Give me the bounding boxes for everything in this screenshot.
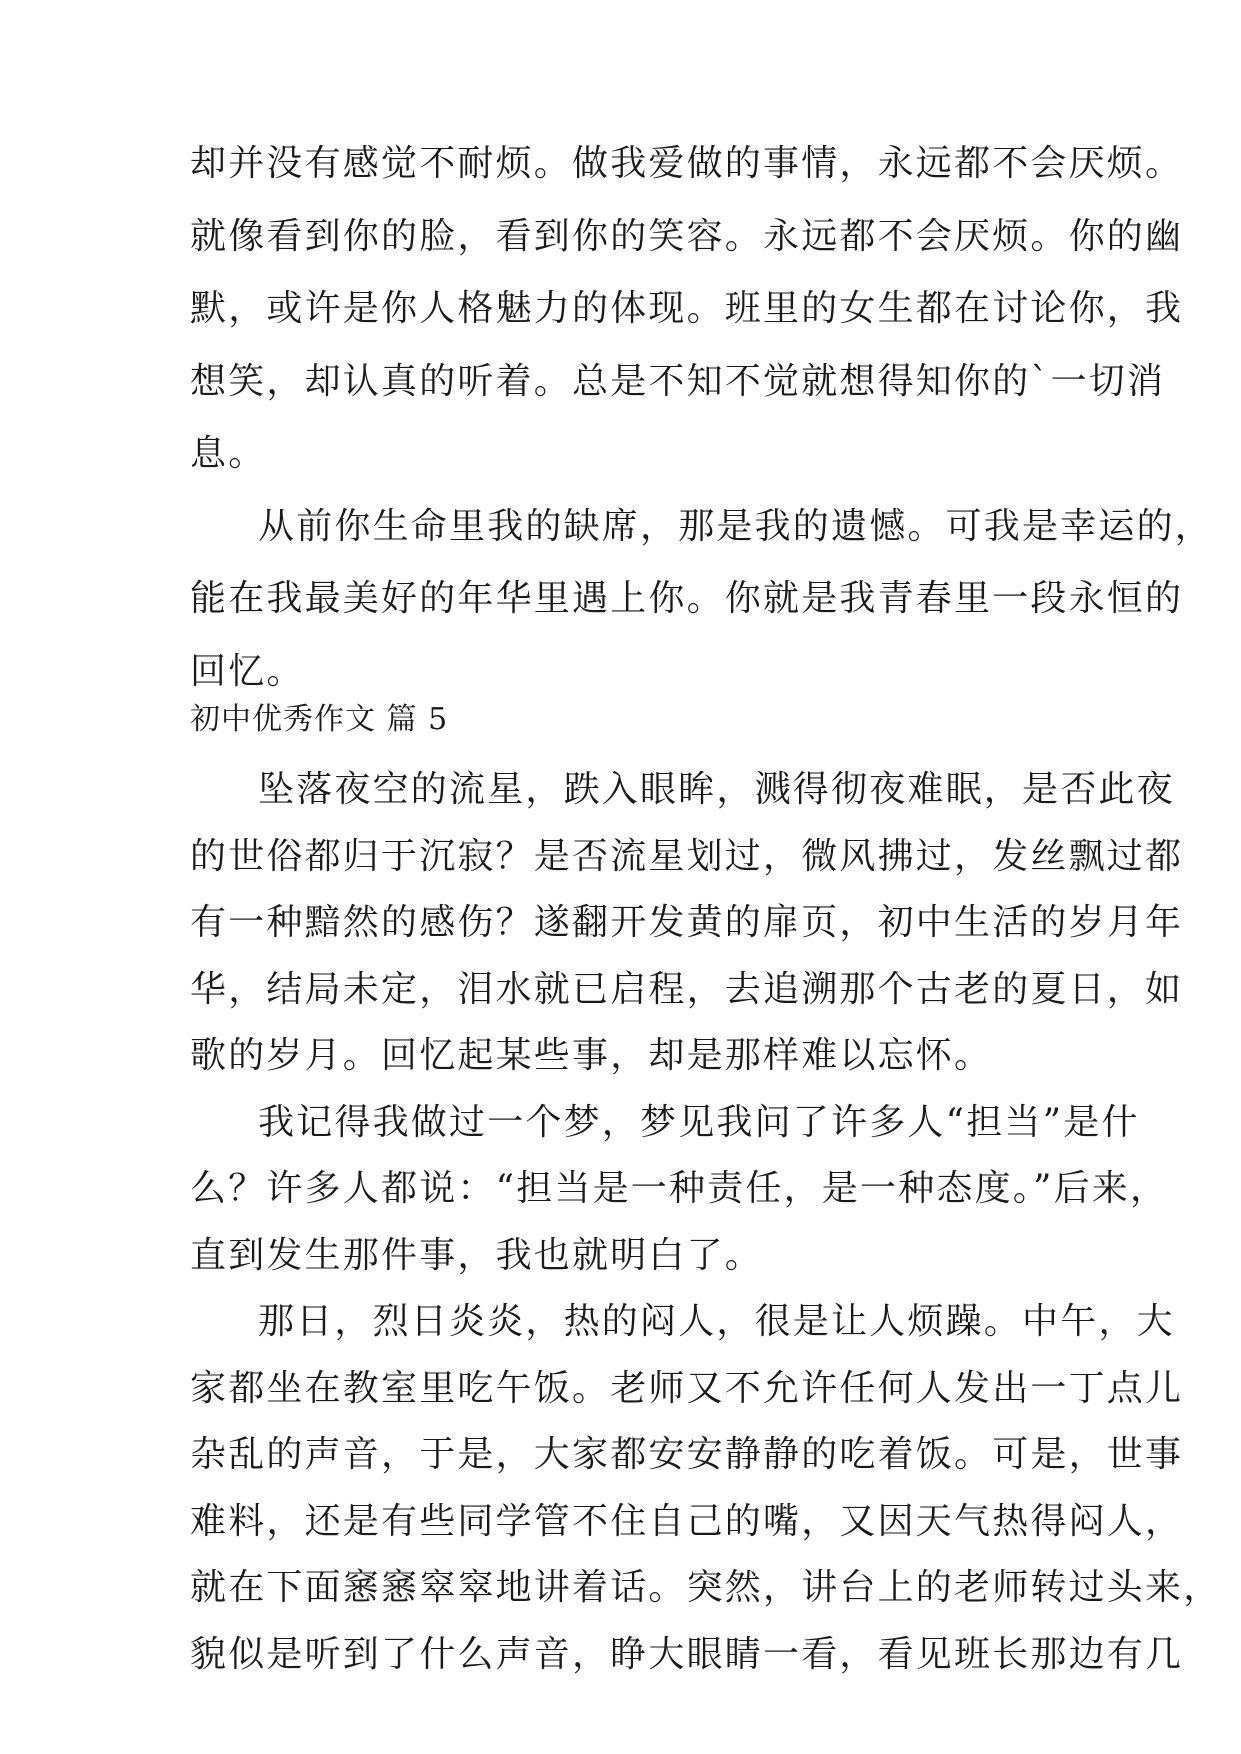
text-line: 歌的岁月。回忆起某些事，却是那样难以忘怀。 xyxy=(190,1035,993,1076)
text-line: 华，结局未定，泪水就已启程，去追溯那个古老的夏日，如 xyxy=(190,969,1184,1010)
text-line: 直到发生那件事，我也就明白了。 xyxy=(190,1235,764,1276)
text-line: 默，或许是你人格魅力的体现。班里的女生都在讨论你，我 xyxy=(190,288,1184,329)
text-line: 有一种黯然的感伤？遂翻开发黄的扉页，初中生活的岁月年 xyxy=(190,902,1184,943)
section-heading: 初中优秀作文 篇 5 xyxy=(190,702,449,737)
text-line: 么？许多人都说：“担当是一种责任，是一种态度。”后来， xyxy=(190,1168,1169,1209)
text-line: 难料，还是有些同学管不住自己的嘴，又因天气热得闷人， xyxy=(190,1501,1184,1542)
text-line: 杂乱的声音，于是，大家都安安静静的吃着饭。可是，世事 xyxy=(190,1434,1184,1475)
text-line: 就在下面窸窸窣窣地讲着话。突然，讲台上的老师转过头来， xyxy=(190,1567,1222,1608)
text-line: 的世俗都归于沉寂？是否流星划过，微风拂过，发丝飘过都 xyxy=(190,836,1184,877)
text-line: 就像看到你的脸，看到你的笑容。永远都不会厌烦。你的幽 xyxy=(190,216,1184,257)
text-line: 回忆。 xyxy=(190,651,305,692)
text-line: 从前你生命里我的缺席，那是我的遗憾。可我是幸运的， xyxy=(258,506,1214,547)
text-line: 却并没有感觉不耐烦。做我爱做的事情，永远都不会厌烦。 xyxy=(190,143,1184,184)
text-line: 能在我最美好的年华里遇上你。你就是我青春里一段永恒的 xyxy=(190,578,1184,619)
text-line: 息。 xyxy=(190,433,267,474)
text-line: 家都坐在教室里吃午饭。老师又不允许任何人发出一丁点儿 xyxy=(190,1368,1184,1409)
text-line: 我记得我做过一个梦，梦见我问了许多人“担当”是什 xyxy=(258,1102,1140,1143)
text-line: 那日，烈日炎炎，热的闷人，很是让人烦躁。中午，大 xyxy=(258,1301,1175,1342)
text-line: 想笑，却认真的听着。总是不知不觉就想得知你的`一切消 xyxy=(190,361,1166,402)
text-line: 坠落夜空的流星，跌入眼眸，溅得彻夜难眠，是否此夜 xyxy=(258,769,1175,810)
text-line: 貌似是听到了什么声音，睁大眼睛一看，看见班长那边有几 xyxy=(190,1634,1184,1675)
